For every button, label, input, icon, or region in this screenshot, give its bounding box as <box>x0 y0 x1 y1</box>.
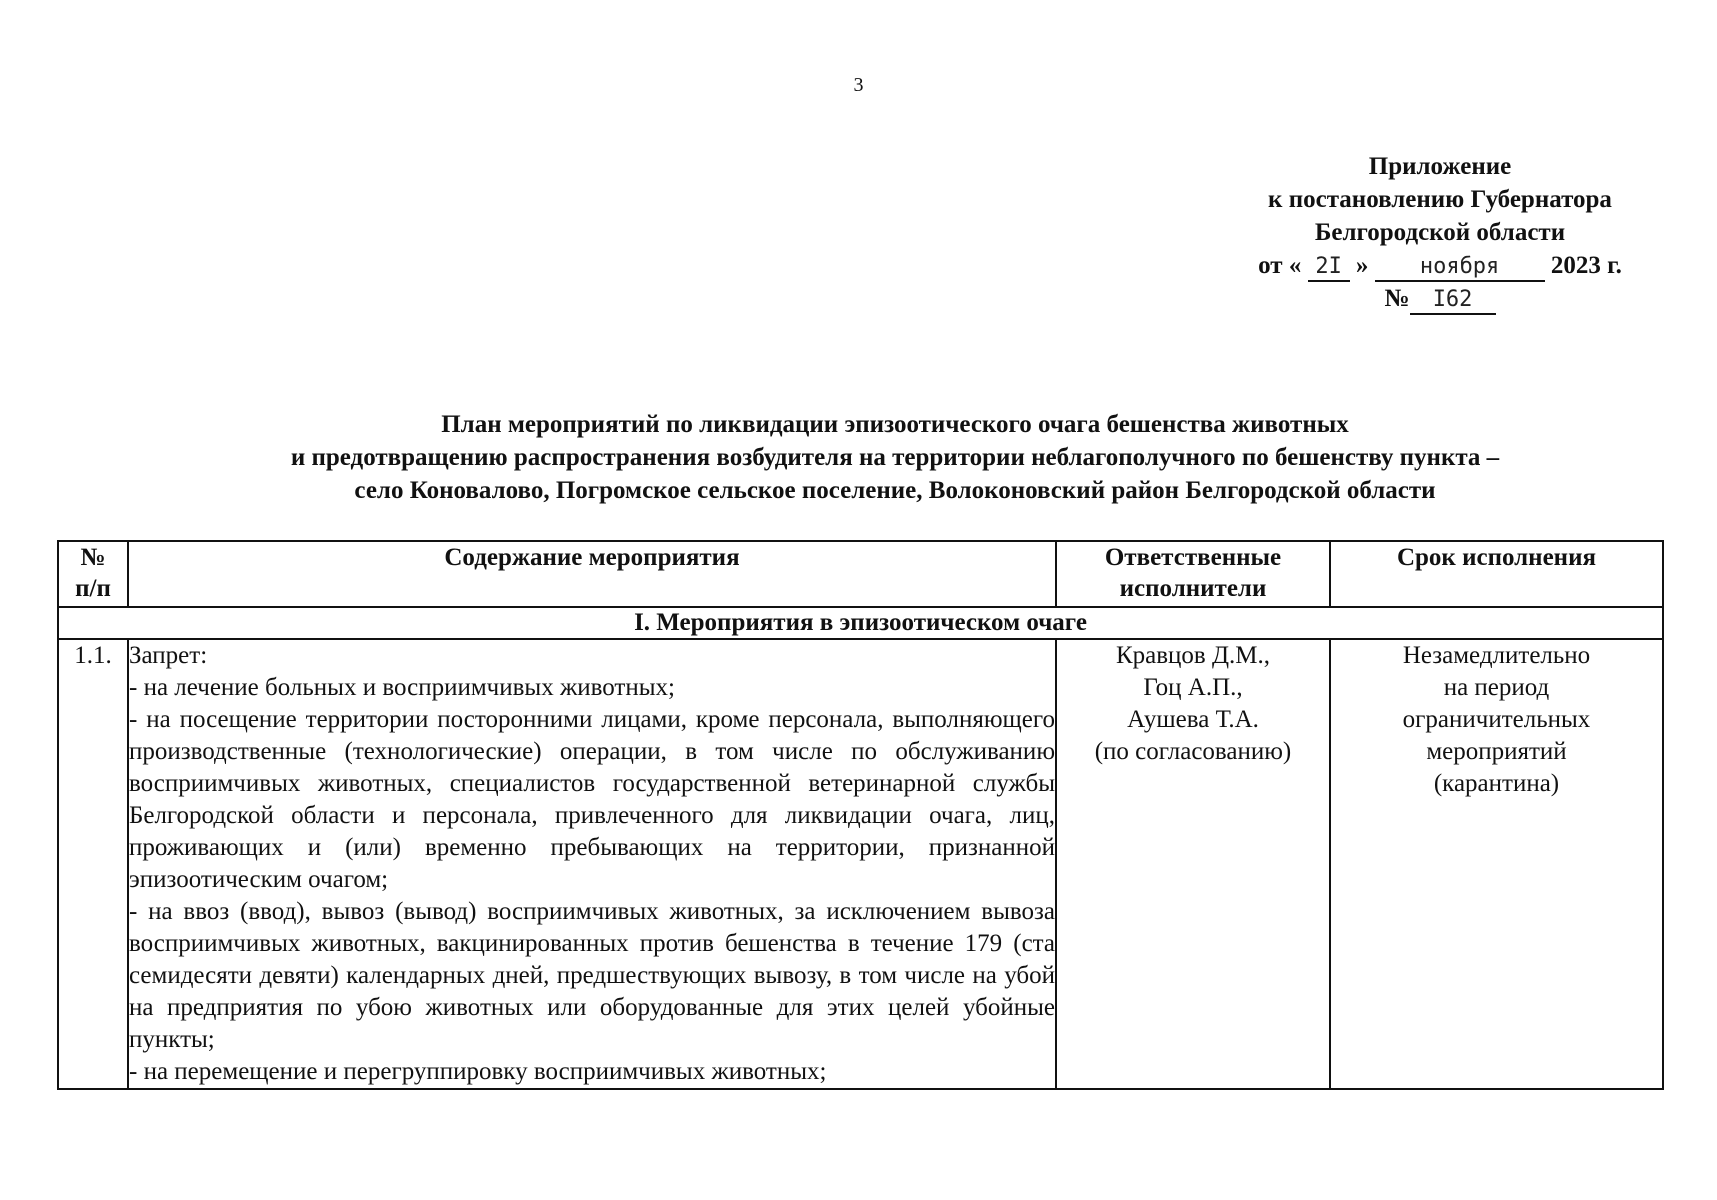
appendix-title: Приложение <box>1368 153 1512 180</box>
term-line: мероприятий <box>1426 738 1567 765</box>
table-header-row <box>58 541 1663 607</box>
header-responsible <box>1056 541 1330 607</box>
header-num-line-1: № <box>80 544 106 571</box>
header-term: Срок исполнения <box>1330 541 1663 607</box>
header-resp-line-1: Ответственные <box>1104 544 1282 571</box>
appendix-line-3: Белгородской области <box>1314 219 1566 246</box>
table-row <box>58 639 1663 1089</box>
header-num-line-2: п/п <box>75 575 111 602</box>
date-year: 2023 г. <box>1550 252 1622 279</box>
title-line-3: село Коновалово, Погромское сельское поселение, Волоконовский район Белгородской области <box>354 477 1436 504</box>
document-number: I62 <box>1410 287 1496 315</box>
term-line: Незамедлительно <box>1402 642 1591 669</box>
content-paragraph: - на лечение больных и восприимчивых животных; <box>129 674 675 701</box>
document-title <box>0 408 1717 507</box>
term-line: на период <box>1443 674 1550 701</box>
responsible-person: Кравцов Д.М., <box>1115 642 1271 669</box>
title-line-2: и предотвращению распространения возбудителя на территории неблагополучного по бешенству пункта – <box>290 444 1500 471</box>
appendix-line-2: к постановлению Губернатора <box>1268 186 1612 213</box>
content-paragraph: - на ввоз (ввод), вывоз (вывод) восприимчивых животных, за исключением вывоза восприимчивых животных, вакцинированных против бешенства в течение 179 (ста семидесяти девяти) календарных дней, предшествующих вывозу, в том числе на убой на предприятия по убою животных или оборудованные для этих целей убойные пункты; <box>129 898 1055 1053</box>
responsible-person: Гоц А.П., <box>1143 674 1243 701</box>
term-line: ограничительных <box>1402 706 1591 733</box>
appendix-block <box>1230 150 1650 315</box>
plan-table <box>57 540 1664 1090</box>
content-paragraph: - на перемещение и перегруппировку восприимчивых животных; <box>129 1058 827 1085</box>
row-number: 1.1. <box>58 639 128 1089</box>
header-content: Содержание мероприятия <box>128 541 1056 607</box>
page-number: 3 <box>853 74 864 96</box>
row-term <box>1330 639 1663 1089</box>
number-prefix: № <box>1384 285 1410 312</box>
row-content <box>128 639 1056 1089</box>
section-title: I. Мероприятия в эпизоотическом очаге <box>58 607 1663 639</box>
header-resp-line-2: исполнители <box>1119 575 1267 602</box>
content-paragraph: - на посещение территории посторонними лицами, кроме персонала, выполняющего производственные (технологические) операции, в том числе по обслуживанию восприимчивых животных, специалистов государственной ветеринарной службы Белгородской области и персонала, привлеченного для ликвидации очага, лиц, проживающих и (или) временно пребывающих на территории, признанной эпизоотическим очагом; <box>129 706 1055 893</box>
date-prefix: от « <box>1258 252 1302 279</box>
row-responsible <box>1056 639 1330 1089</box>
date-day: 2I <box>1308 254 1350 282</box>
term-line: (карантина) <box>1433 770 1560 797</box>
date-mid: » <box>1355 252 1369 279</box>
date-month: ноября <box>1375 254 1545 282</box>
section-row <box>58 607 1663 639</box>
appendix-number-line <box>1230 282 1650 315</box>
title-line-1: План мероприятий по ликвидации эпизоотического очага бешенства животных <box>441 411 1349 438</box>
appendix-date-line <box>1230 249 1650 282</box>
header-num <box>58 541 128 607</box>
responsible-person: Аушева Т.А. <box>1127 706 1259 733</box>
content-paragraph: Запрет: <box>129 642 208 669</box>
responsible-note: (по согласованию) <box>1094 738 1292 765</box>
